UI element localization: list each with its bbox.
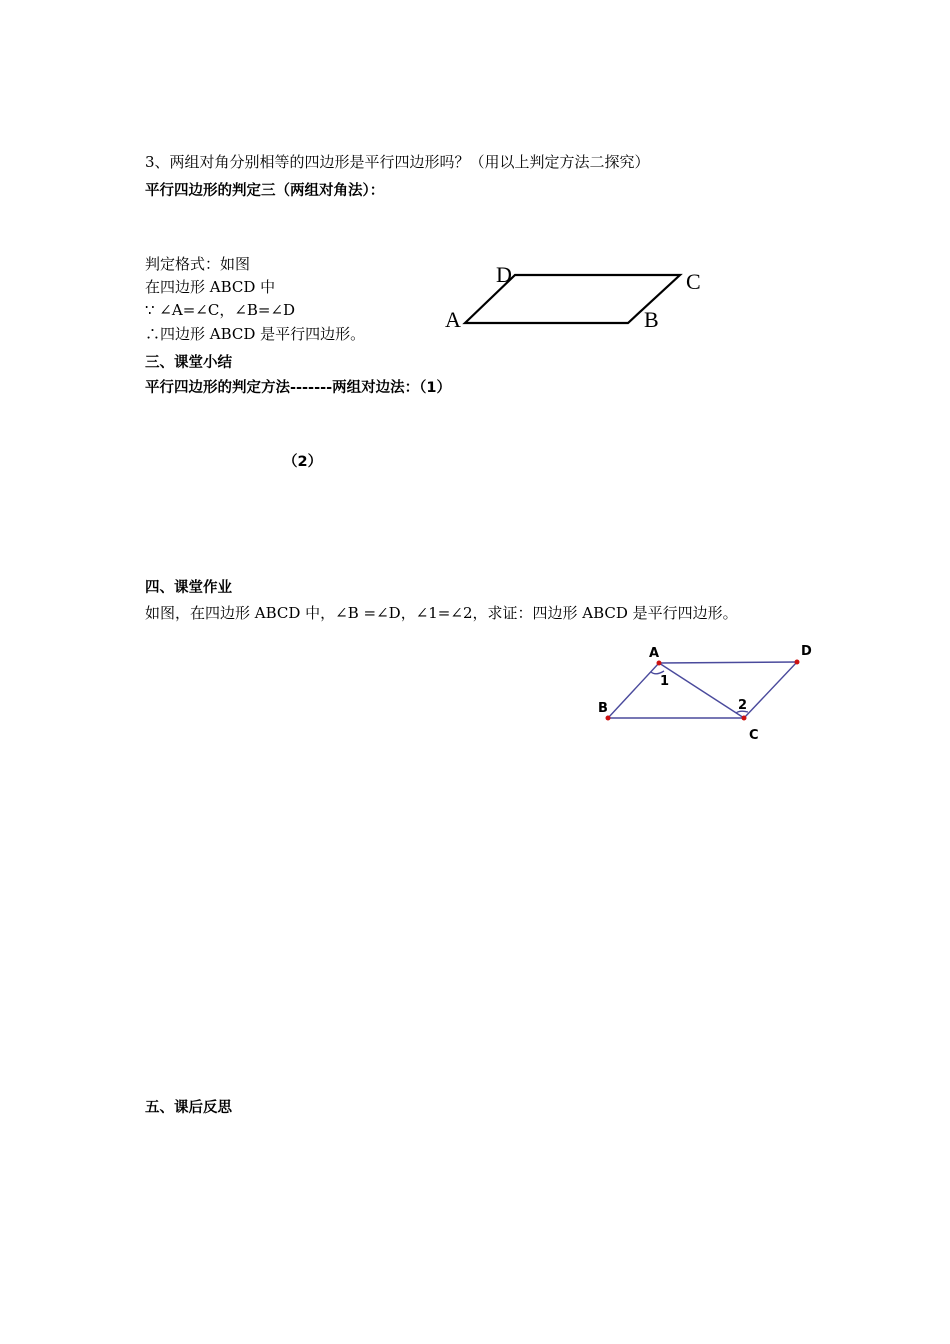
point-C: [742, 716, 747, 721]
parallelogram-figure: [440, 260, 710, 340]
vertex-label-C: C: [686, 269, 701, 294]
criterion-title: 平行四边形的判定三（两组对角法）：: [145, 183, 385, 199]
edge-DC: [744, 662, 797, 718]
vertex-label-D: D: [496, 262, 512, 287]
format-therefore: ∴四边形 ABCD 是平行四边形。: [145, 325, 366, 343]
format-intro: 判定格式：如图: [145, 255, 251, 273]
summary-item-2: （2）: [283, 454, 323, 470]
vertex-label-B: B: [598, 701, 608, 716]
edge-BA: [608, 663, 659, 718]
homework-problem: 如图，在四边形 ABCD 中，∠B =∠D，∠1=∠2，求证：四边形 ABCD 是平行四边形。: [145, 604, 738, 622]
point-D: [795, 660, 800, 665]
figure-edges: [608, 662, 797, 718]
edge-AD: [659, 662, 797, 663]
point-B: [606, 716, 611, 721]
angle-label-2: 2: [738, 698, 748, 713]
diagonal-AC: [659, 663, 744, 718]
vertex-label-A: A: [649, 646, 660, 661]
question-3: 3、两组对角分别相等的四边形是平行四边形吗？（用以上判定方法二探究）: [145, 153, 650, 171]
format-given: 在四边形 ABCD 中: [145, 278, 276, 296]
point-A: [657, 661, 662, 666]
angle-label-1: 1: [660, 674, 670, 689]
vertex-label-D: D: [801, 644, 812, 659]
reflection-heading: 五、课后反思: [145, 1100, 232, 1116]
vertex-label-C: C: [749, 728, 759, 743]
summary-heading: 三、课堂小结: [145, 355, 232, 371]
vertex-label-B: B: [644, 307, 659, 332]
format-because: ∵ ∠A=∠C，∠B=∠D: [145, 301, 296, 319]
homework-heading: 四、课堂作业: [145, 580, 232, 596]
vertex-label-A: A: [445, 307, 461, 332]
homework-figure: [590, 640, 830, 750]
summary-methods: 平行四边形的判定方法-------两组对边法：（1）: [145, 380, 451, 396]
